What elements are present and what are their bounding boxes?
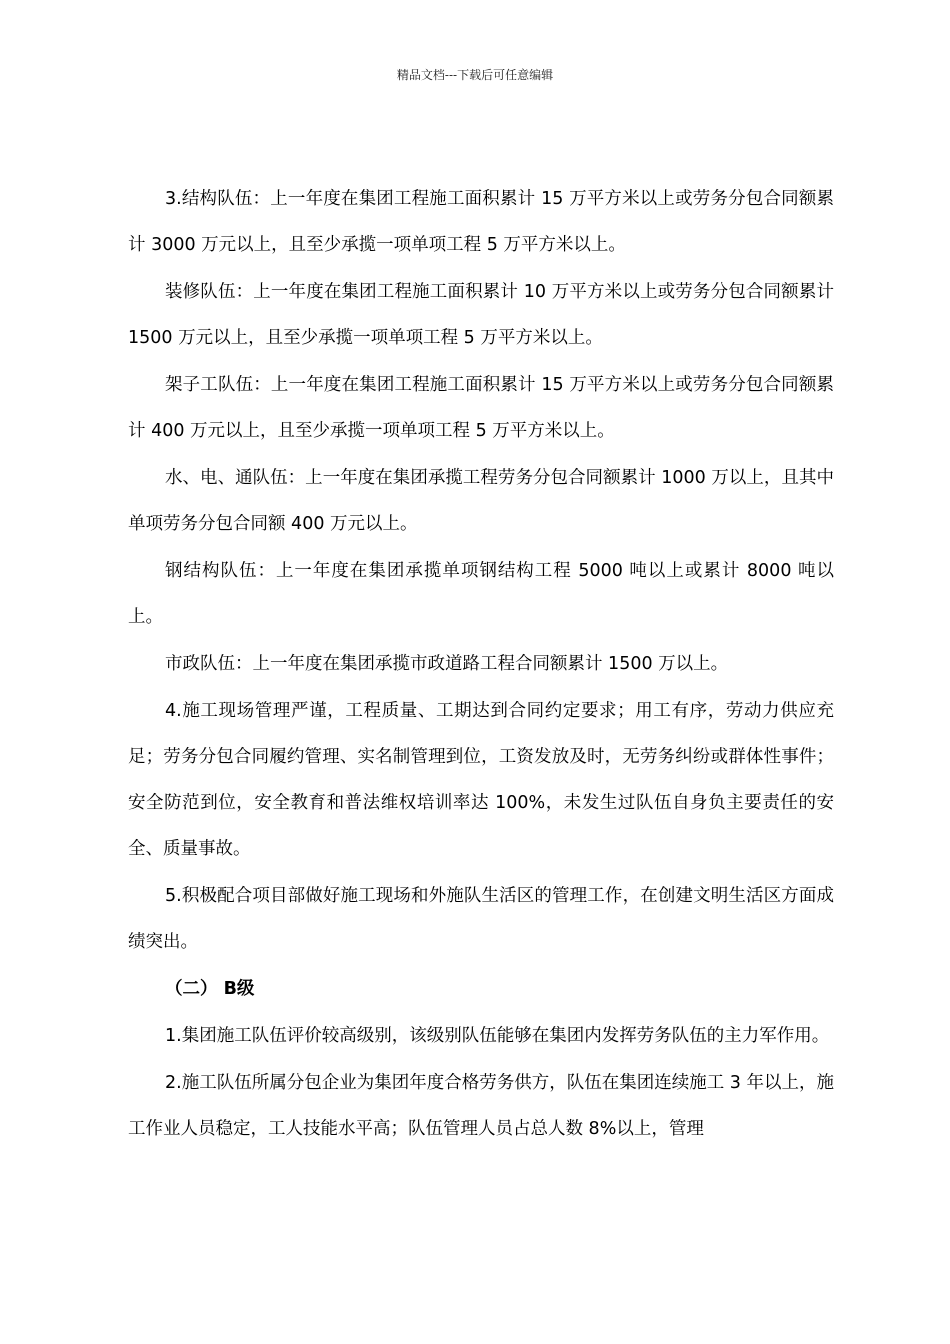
page-header: 精品文档---下载后可任意编辑 xyxy=(396,68,554,82)
paragraph-steel-team: 钢结构队伍：上一年度在集团承揽单项钢结构工程 5000 吨以上或累计 8000 吨以上。 xyxy=(128,561,834,627)
paragraph-b-level-requirements: 2.施工队伍所属分包企业为集团年度合格劳务供方，队伍在集团连续施工 3 年以上，施工作业人员稳定，工人技能水平高；队伍管理人员占总人数 8%以上，管理 xyxy=(128,1073,834,1139)
paragraph-municipal-team: 市政队伍：上一年度在集团承揽市政道路工程合同额累计 1500 万以上。 xyxy=(165,654,729,674)
paragraph-structure-team: 3.结构队伍：上一年度在集团工程施工面积累计 15 万平方米以上或劳务分包合同额累计 3000 万元以上，且至少承揽一项单项工程 5 万平方米以上。 xyxy=(128,189,834,255)
paragraph-site-management: 4.施工现场管理严谨，工程质量、工期达到合同约定要求；用工有序，劳动力供应充足；劳务分包合同履约管理、实名制管理到位，工资发放及时，无劳务纠纷或群体性事件；安全防范到位，安全教育和普法维权培训率达 100%，未发生过队伍自身负主要责任的安全、质量事故。 xyxy=(128,701,834,859)
paragraph-b-level-definition: 1.集团施工队伍评价较高级别，该级别队伍能够在集团内发挥劳务队伍的主力军作用。 xyxy=(165,1026,830,1046)
section-heading-b-level: （二） B级 xyxy=(165,979,255,999)
document-body xyxy=(128,176,834,1153)
paragraph-mep-team: 水、电、通队伍：上一年度在集团承揽工程劳务分包合同额累计 1000 万以上，且其中单项劳务分包合同额 400 万元以上。 xyxy=(128,468,834,534)
paragraph-scaffold-team: 架子工队伍：上一年度在集团工程施工面积累计 15 万平方米以上或劳务分包合同额累计 400 万元以上，且至少承揽一项单项工程 5 万平方米以上。 xyxy=(128,375,834,441)
paragraph-living-area: 5.积极配合项目部做好施工现场和外施队生活区的管理工作，在创建文明生活区方面成绩突出。 xyxy=(128,886,834,952)
paragraph-decoration-team: 装修队伍：上一年度在集团工程施工面积累计 10 万平方米以上或劳务分包合同额累计 1500 万元以上，且至少承揽一项单项工程 5 万平方米以上。 xyxy=(128,282,834,348)
